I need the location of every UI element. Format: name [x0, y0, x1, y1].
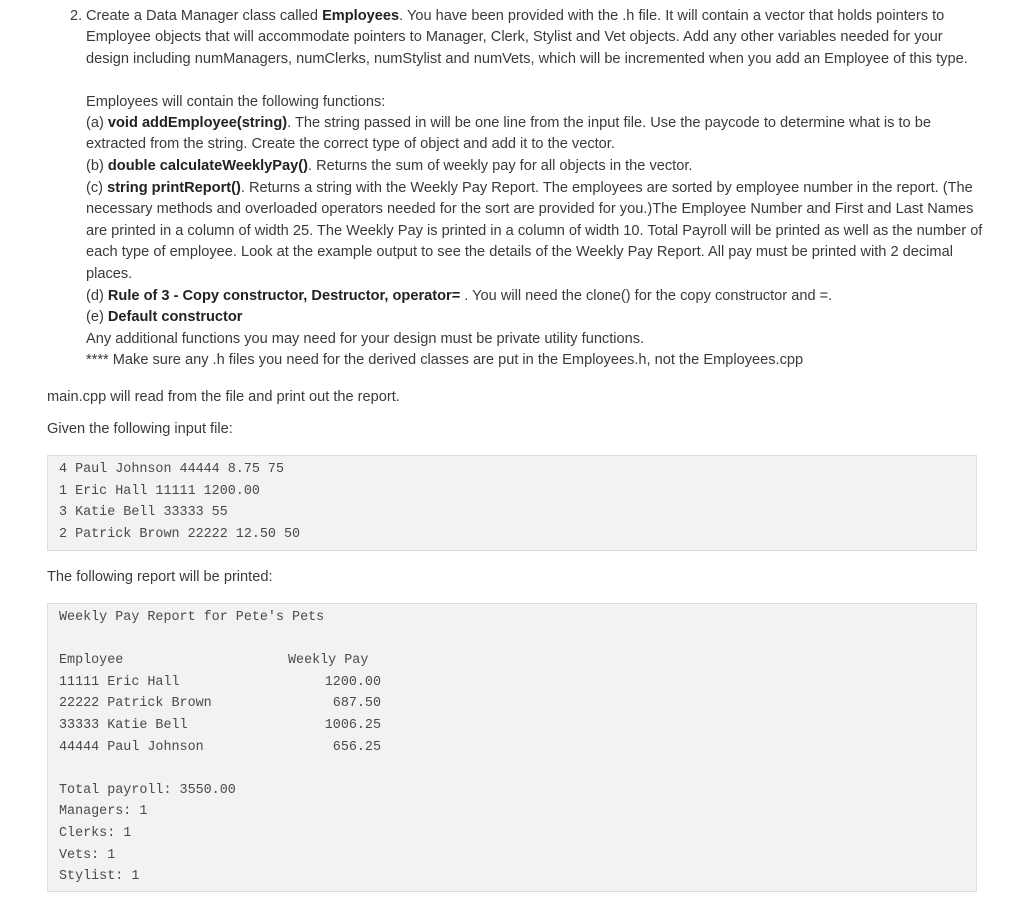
function-c-text: . Returns a string with the Weekly Pay Report. The employees are sorted by employee number in the report. (The necessary methods and overloaded operators needed for the sort are provided for you.)The Employee Number and First and Last Names are printed in a column of width 25. The Weekly Pay is printed in a column of width 10. Total Payroll will be printed as well as the number of each type of employee. Look at the example output to see the details of the Weekly Pay Report. All pay must be printed with 2 decimal places. — [86, 180, 983, 282]
report-title: Weekly Pay Report for Pete's Pets — [59, 610, 325, 625]
function-e-prefix: (e) — [86, 309, 108, 325]
report-row-employee: 33333 Katie Bell — [59, 718, 188, 733]
function-c — [86, 178, 986, 285]
additional-note: Any additional functions you may need for your design must be private utility functions. — [86, 331, 645, 347]
function-a-signature: void addEmployee(string) — [107, 115, 288, 131]
report-row-pay: 656.25 — [332, 740, 381, 755]
stylist-count: Stylist: 1 — [59, 869, 140, 884]
function-a-text: . The string passed in will be one line from the input file. Use the paycode to determine what is to be extracted from the string. Create the correct type of object and add it to the vector. — [86, 115, 931, 153]
item-number: 2. — [70, 8, 83, 24]
function-e-signature: Default constructor — [107, 309, 243, 325]
function-d — [86, 286, 986, 307]
function-d-prefix: (d) — [86, 288, 108, 304]
function-e — [86, 307, 986, 328]
managers-count: Managers: 1 — [59, 804, 148, 819]
intro-text-1: Create a Data Manager class called — [86, 8, 323, 24]
input-line: 4 Paul Johnson 44444 8.75 75 — [59, 462, 284, 477]
function-c-prefix: (c) — [86, 180, 108, 196]
input-file-block — [47, 455, 977, 551]
employee-column-header: Employee — [59, 653, 124, 668]
report-output-block — [47, 603, 977, 892]
clerks-count: Clerks: 1 — [59, 826, 132, 841]
header-files-note: **** Make sure any .h files you need for the derived classes are put in the Employees.h, not the Employees.cpp — [86, 352, 804, 368]
task-intro — [86, 6, 986, 70]
function-b-text: . Returns the sum of weekly pay for all objects in the vector. — [307, 158, 693, 174]
given-input-text: Given the following input file: — [47, 421, 233, 437]
function-b-signature: double calculateWeeklyPay() — [107, 158, 308, 174]
functions-intro: Employees will contain the following functions: — [86, 94, 386, 110]
function-a-prefix: (a) — [86, 115, 108, 131]
function-d-signature: Rule of 3 - Copy constructor, Destructor, operator= — [107, 288, 461, 304]
intro-text-2: . You have been provided with the .h file. It will contain a vector that holds pointers to Employee objects that will accommodate pointers to Manager, Clerk, Stylist and Vet objects. Add any other variables needed for your design including numManagers, numClerks, numStylist and numVets, which will be incremented when you add an Employee of this type. — [86, 8, 968, 67]
report-row-pay: 687.50 — [332, 696, 381, 711]
function-c-signature: string printReport() — [107, 180, 241, 196]
class-name: Employees — [322, 8, 400, 24]
report-row-employee: 44444 Paul Johnson — [59, 740, 204, 755]
weekly-pay-column-header: Weekly Pay — [288, 653, 369, 668]
function-b — [86, 156, 986, 177]
input-line: 1 Eric Hall 11111 1200.00 — [59, 484, 260, 499]
input-line: 2 Patrick Brown 22222 12.50 50 — [59, 527, 301, 542]
report-row-pay: 1006.25 — [324, 718, 381, 733]
report-row-employee: 11111 Eric Hall — [59, 675, 180, 690]
main-cpp-text: main.cpp will read from the file and print out the report. — [47, 389, 400, 405]
input-line: 3 Katie Bell 33333 55 — [59, 505, 228, 520]
total-payroll: Total payroll: 3550.00 — [59, 783, 236, 798]
function-b-prefix: (b) — [86, 158, 108, 174]
report-intro-text: The following report will be printed: — [47, 569, 273, 585]
function-d-text: . You will need the clone() for the copy constructor and =. — [460, 288, 833, 304]
vets-count: Vets: 1 — [59, 848, 116, 863]
function-a — [86, 113, 986, 156]
report-row-pay: 1200.00 — [324, 675, 381, 690]
report-row-employee: 22222 Patrick Brown — [59, 696, 212, 711]
